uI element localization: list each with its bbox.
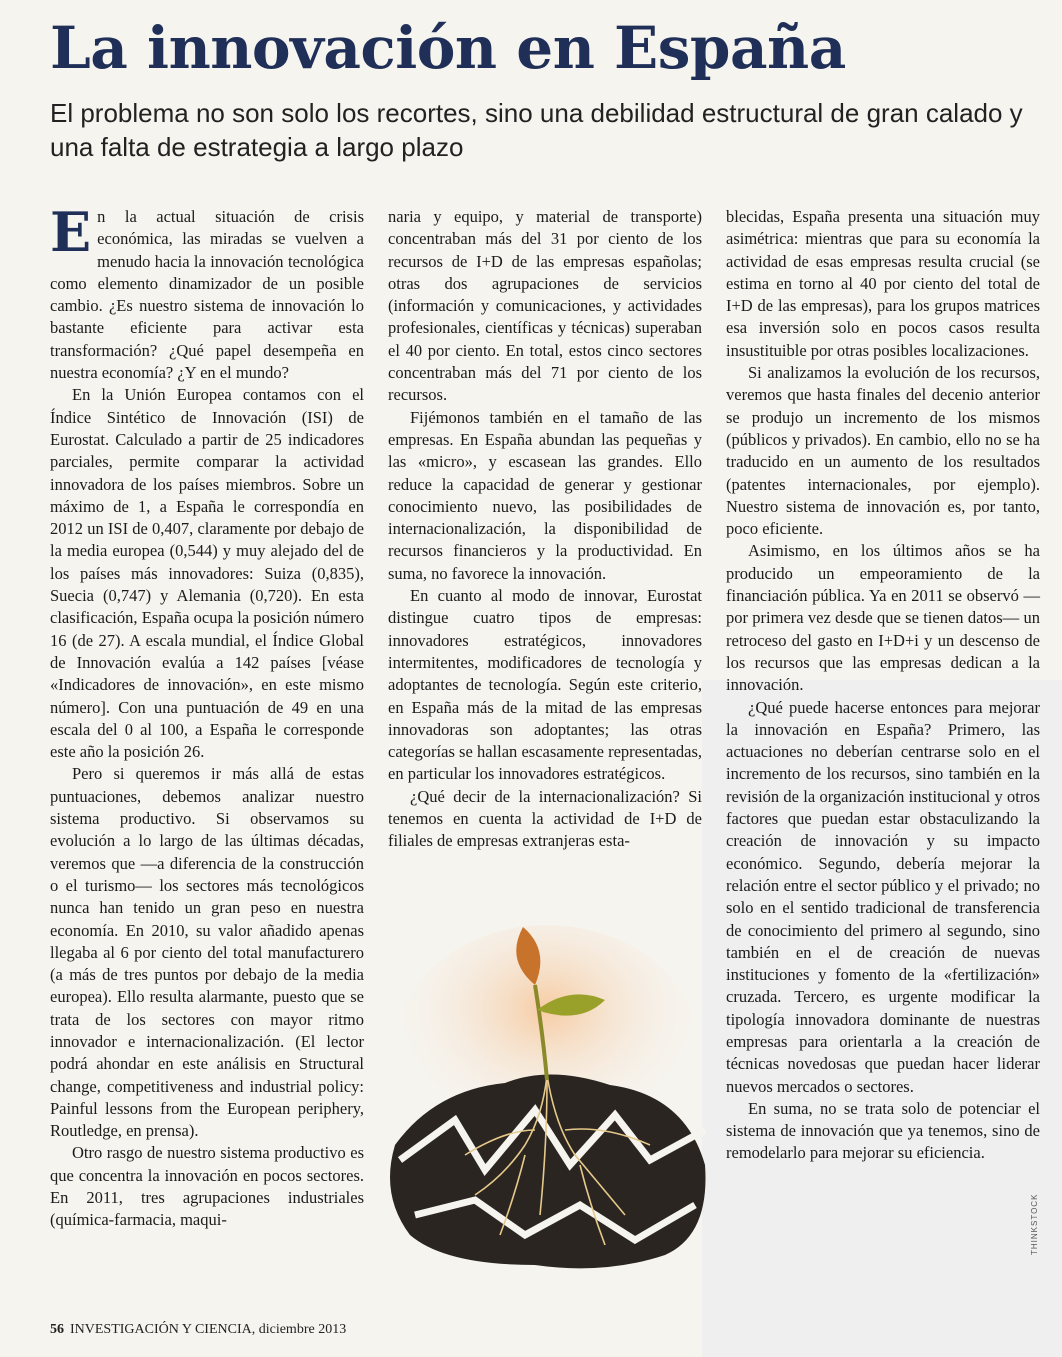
- sprout-illustration: [375, 915, 720, 1275]
- paragraph: Fijémonos también en el tamaño de las empresas. En España abundan las pequeñas y las «micro», y escasean las grandes. Ello reduce la capacidad de generar y gestionar conocimiento nuevo, las posibilidades de internacionalización, la disponibilidad de recursos financieros y la productividad. En suma, no favorece la innovación.: [388, 407, 702, 583]
- column-2: [388, 206, 702, 853]
- paragraph: Otro rasgo de nuestro sistema productivo es que concentra la innovación en pocos sectores. En 2011, tres agrupaciones industriales (química-farmacia, maqui-: [50, 1143, 364, 1230]
- paragraph: En la Unión Europea contamos con el Índice Sintético de Innovación (ISI) de Eurostat. Calculado a partir de 25 indicadores parciales, permite comparar la actividad innovadora de los países miembros. Sobre un máximo de 1, a España le correspondía en 2012 un ISI de 0,407, claramente por debajo de la media europea (0,544) y muy alejado del de los países más innovadores: Suiza (0,835), Suecia (0,747) y Alemania (0,720). En esta clasificación, España ocupa la posición número 16 (de 27). A escala mundial, el Índice Global de Innovación evalúa a 142 países [véase «Indicadores de innovación», en este mismo número]. Con una puntuación de 49 en una escala del 0 al 100, a España le corresponde este año la posición 26.: [50, 385, 364, 762]
- paragraph: ¿Qué decir de la internacionalización? Si tenemos en cuenta la actividad de I+D de filiales de empresas extranjeras esta-: [388, 786, 702, 851]
- paragraph: Pero si queremos ir más allá de estas puntuaciones, debemos analizar nuestro sistema productivo. Si observamos su evolución a lo largo de las últimas décadas, veremos que —a diferencia de la construcción o el turismo— los sectores más tecnológicos nunca han tenido un gran peso en nuestra economía. En 2010, su valor añadido apenas llegaba al 6 por ciento del total manufacturero (a más de tres puntos por debajo de la media europea). Ello resulta alarmante, puesto que se trata de los sectores con mayor ritmo innovador e internacionalización. (El lector podrá ahondar en este análisis en Structural change, competitiveness and industrial policy: Painful lessons from the European periphery, Routledge, en prensa).: [50, 764, 364, 1141]
- paragraph: ¿Qué puede hacerse entonces para mejorar la innovación en España? Primero, las actuaciones no deberían centrarse solo en el incremento de los recursos, sino también en la revisión de la organización institucional y otros factores que puedan estar obstaculizando la creación de innovación y su impacto económico. Segundo, debería mejorar la relación entre el sector público y el privado; no solo en el sentido tradicional de transferencia de conocimiento del primero al segundo, sino también en el de creación de nuevas instituciones y fomento de la «fertilización» cruzada. Tercero, es urgente modificar la tipología innovadora dominante de nuestras empresas para orientarla a la creación de técnicas novedosas que puedan hacer liderar nuevos mercados o sectores.: [726, 697, 1040, 1096]
- publication-name: INVESTIGACIÓN Y CIENCIA, diciembre 2013: [70, 1322, 347, 1337]
- article-title: La innovación en España: [50, 14, 846, 82]
- paragraph: Asimismo, en los últimos años se ha producido un empeoramiento de la financiación pública. Ya en 2011 se observó —por primera vez desde que se tienen datos— un retroceso del gasto en I+D+i y un descenso de los recursos que las empresas dedican a la innovación.: [726, 541, 1040, 695]
- paragraph: blecidas, España presenta una situación muy asimétrica: mientras que para su economía la actividad de esas empresas resulta crucial (se estima en torno al 40 por ciento del total de I+D de las empresas), para los grupos matrices esa inversión solo en pocos casos resulta insustituible por otras posibles localizaciones.: [726, 207, 1040, 360]
- drop-cap: E: [50, 200, 92, 264]
- image-credit: THINKSTOCK: [1030, 1193, 1039, 1255]
- paragraph: En cuanto al modo de innovar, Eurostat distingue cuatro tipos de empresas: innovadores estratégicos, innovadores intermitentes, modificadores de tecnología y adoptantes de tecnología. Según este criterio, en España más de la mitad de las empresas innovadoras son adoptantes; las otras categorías se hallan escasamente representadas, en particular los innovadores estratégicos.: [388, 586, 702, 784]
- page-number: 56: [50, 1322, 64, 1337]
- paragraph: [50, 200, 364, 384]
- paragraph: En suma, no se trata solo de potenciar el sistema de innovación que ya tenemos, sino de remodelarlo para mejorar su eficiencia.: [726, 1098, 1040, 1163]
- paragraph: Si analizamos la evolución de los recursos, veremos que hasta finales del decenio anterior se produjo un incremento de los mismos (públicos y privados). En cambio, ello no se ha traducido en un aumento de los resultados (patentes internacionales, por ejemplo). Nuestro sistema de innovación es, por tanto, poco eficiente.: [726, 363, 1040, 539]
- paragraph: naria y equipo, y material de transporte) concentraban más del 31 por ciento de los recursos de I+D de las empresas españolas; otras dos agrupaciones de servicios (información y comunicaciones, y actividades profesionales, científicas y técnicas) superaban el 40 por ciento. En total, estos cinco sectores concentraban más del 71 por ciento de los recursos.: [388, 207, 702, 405]
- paragraph-text: n la actual situación de crisis económica, las miradas se vuelven a menudo hacia la innovación tecnológica como elemento dinamizador de un posible cambio. ¿Es nuestro sistema de innovación lo bastante eficiente para activar esta transformación? ¿Qué papel desempeña en nuestra economía? ¿Y en el mundo?: [50, 207, 364, 383]
- page-footer: [50, 1322, 346, 1338]
- article-subtitle: El problema no son solo los recortes, sino una debilidad estructural de gran calado y una falta de estrategia a largo plazo: [50, 98, 1023, 162]
- column-1: [50, 200, 364, 1232]
- column-3: [726, 206, 1040, 1165]
